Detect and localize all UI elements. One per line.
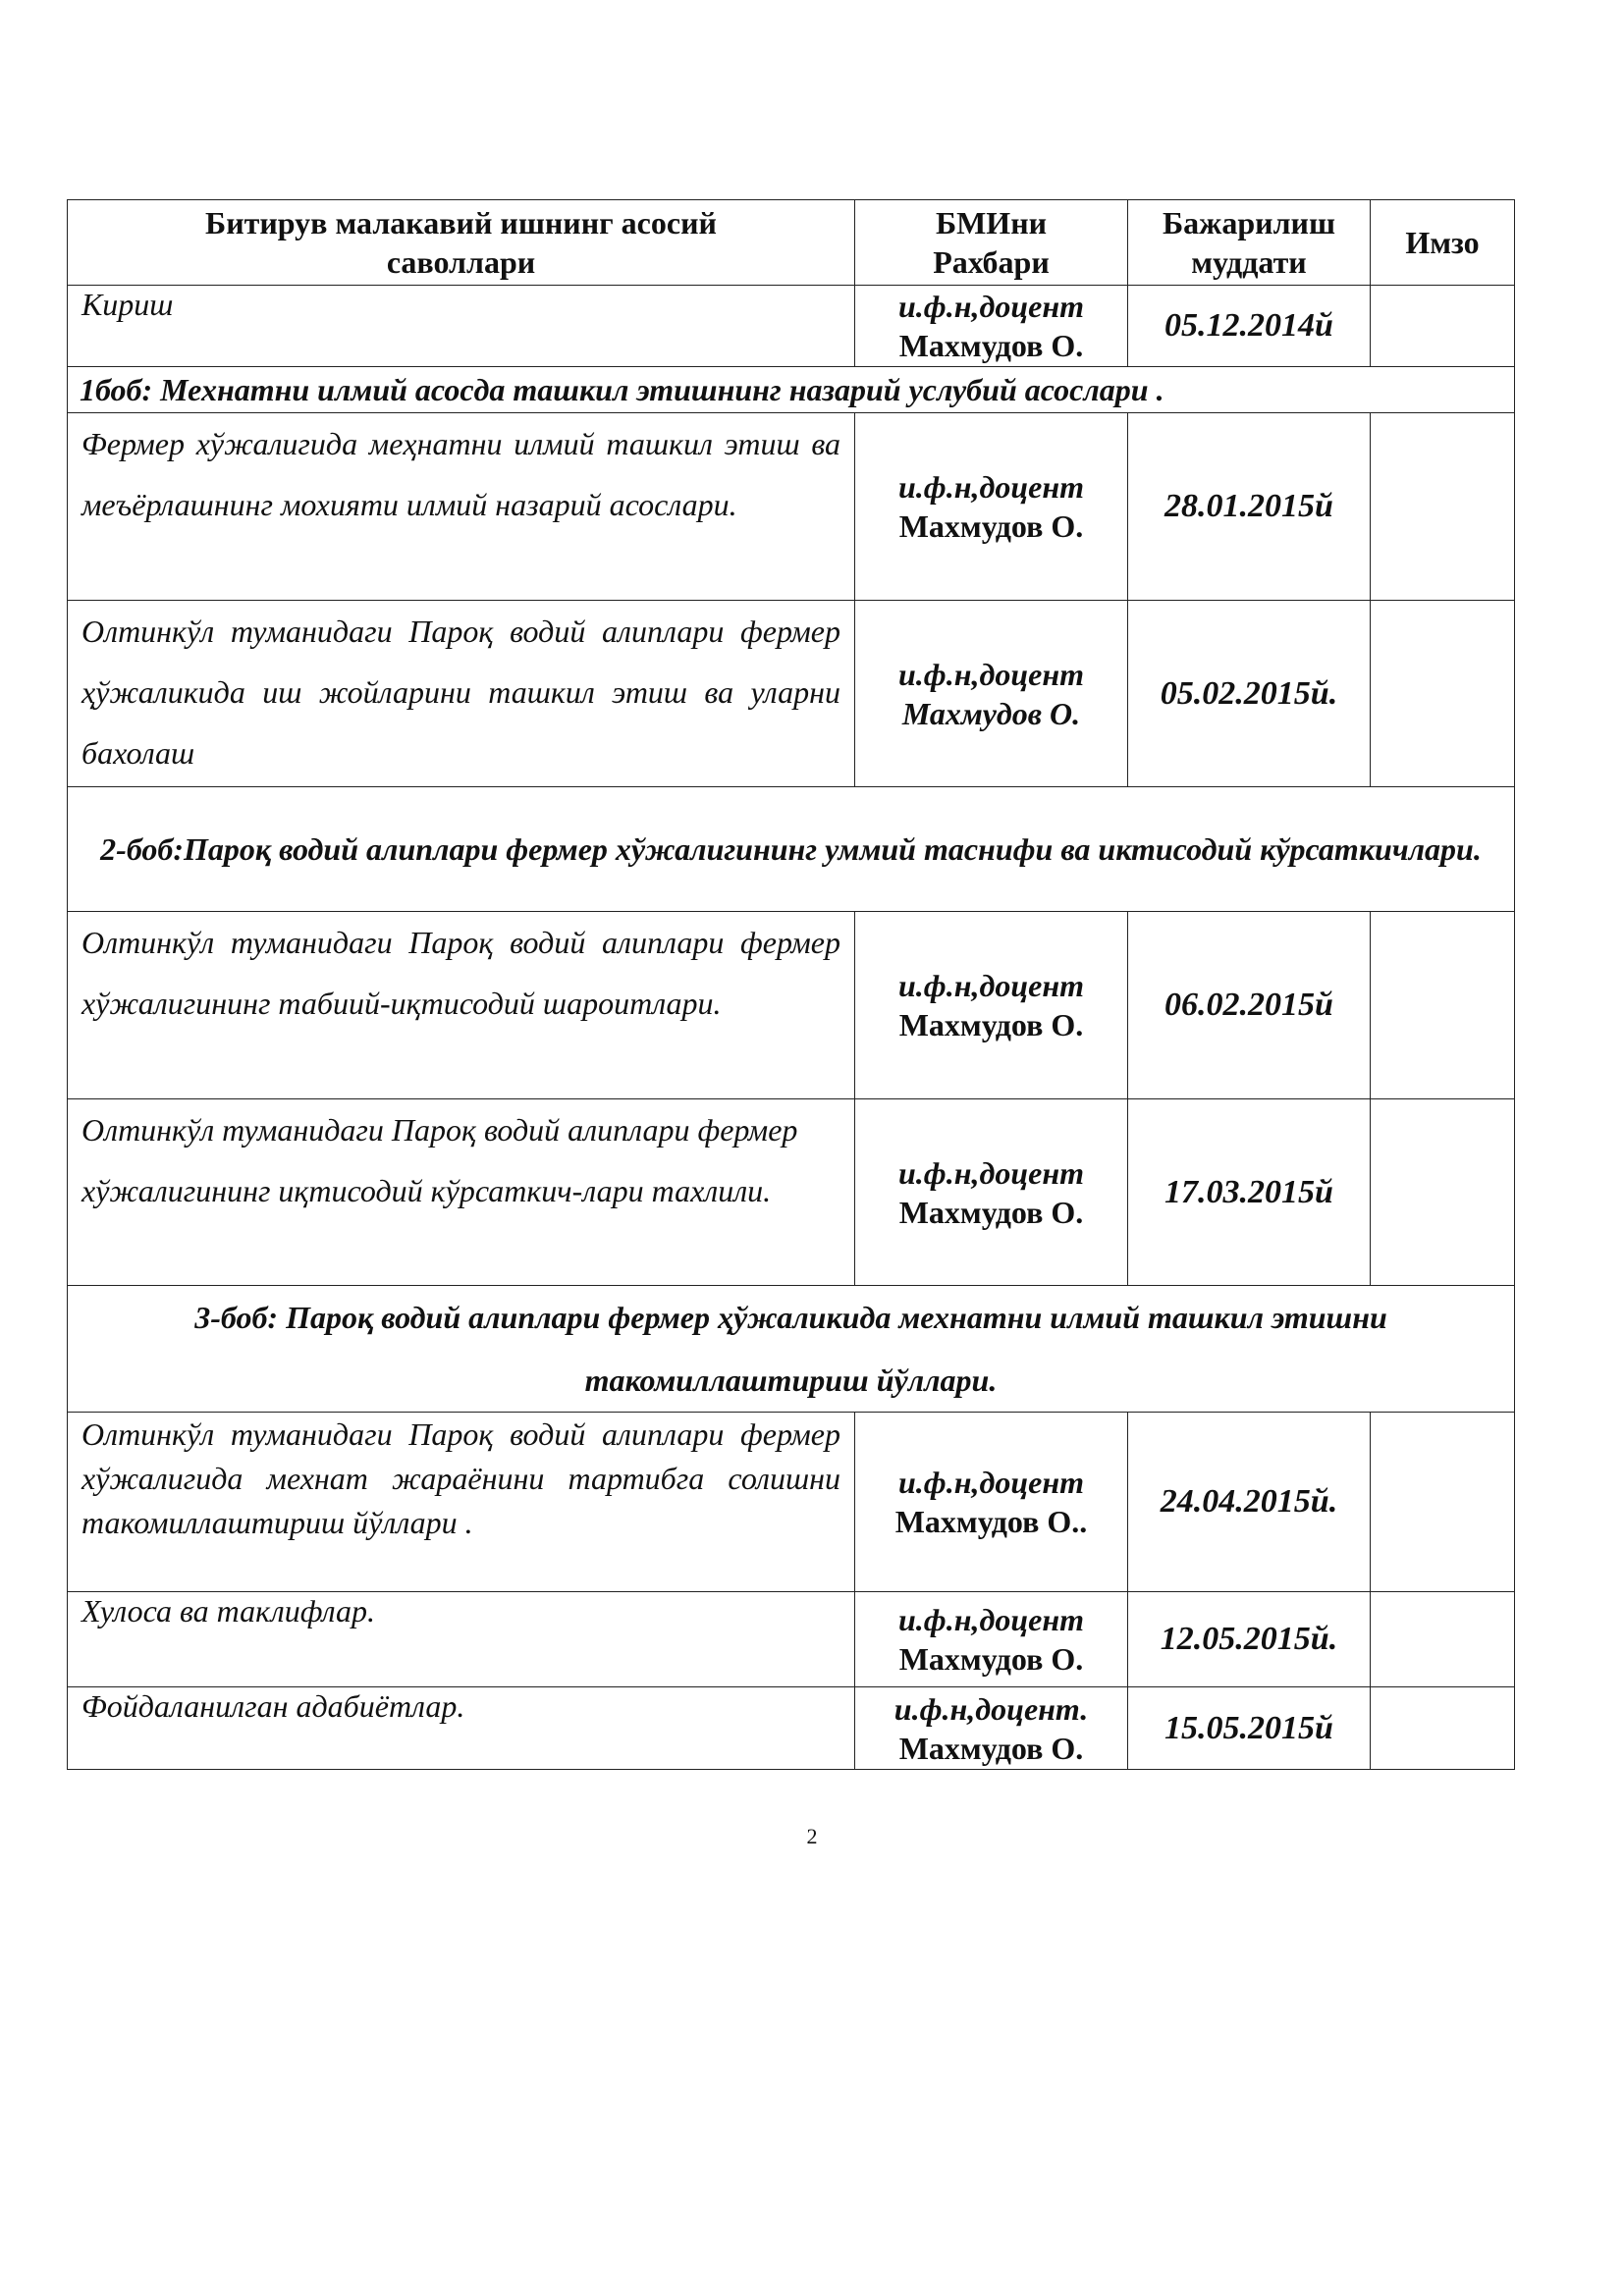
- supervisor-cell: [855, 912, 1128, 1099]
- page-number: 2: [806, 1824, 818, 1848]
- signature-cell: [1371, 413, 1515, 601]
- supervisor-name: Махмудов О.: [898, 1730, 1084, 1766]
- deadline-cell: 05.12.2014й: [1128, 286, 1371, 367]
- topic-cell: Фермер хўжалигида меҳнатни илмий ташкил этиш ва меъёрлашнинг мохияти илмий назарий асослари.: [68, 413, 855, 601]
- deadline-cell: 12.05.2015й.: [1128, 1592, 1371, 1687]
- deadline-cell: 17.03.2015й: [1128, 1099, 1371, 1286]
- chapter-title: 3-боб: Пароқ водий алиплари фермер ҳўжаликида мехнатни илмий ташкил этишни такомиллаштириш йўллари.: [68, 1286, 1515, 1413]
- table-row: [68, 1592, 1515, 1687]
- table-row: [68, 601, 1515, 787]
- deadline-cell: 06.02.2015й: [1128, 912, 1371, 1099]
- supervisor-cell: [855, 601, 1128, 787]
- header-supervisor: БМИни Рахбари: [855, 200, 1128, 286]
- supervisor-cell: [855, 286, 1128, 367]
- chapter-title: 2-боб:Пароқ водий алиплари фермер хўжалигининг уммий таснифи ва иктисодий кўрсаткичлари.: [68, 787, 1515, 912]
- topic-cell: Олтинкўл туманидаги Пароқ водий алиплари фермер хўжалигида мехнат жараёнини тартибга солишни такомиллаштириш йўллари .: [68, 1413, 855, 1592]
- header-row: [68, 200, 1515, 286]
- topic-cell: Олтинкўл туманидаги Пароқ водий алиплари фермер хўжалигининг иқтисодий кўрсаткич-лари тахлили.: [68, 1099, 855, 1286]
- table-row: [68, 286, 1515, 367]
- table-row: [68, 912, 1515, 1099]
- signature-cell: [1371, 1099, 1515, 1286]
- chapter-row: [68, 1286, 1515, 1413]
- table-row: [68, 1687, 1515, 1770]
- signature-cell: [1371, 601, 1515, 787]
- supervisor-title: и.ф.н,доцент: [898, 1602, 1084, 1637]
- supervisor-name: Махмудов О.: [898, 328, 1084, 363]
- chapter-row: [68, 787, 1515, 912]
- supervisor-name: Махмудов О.: [898, 1007, 1084, 1042]
- deadline-cell: 15.05.2015й: [1128, 1687, 1371, 1770]
- table-row: [68, 413, 1515, 601]
- deadline-cell: 28.01.2015й: [1128, 413, 1371, 601]
- signature-cell: [1371, 912, 1515, 1099]
- supervisor-name: Махмудов О.: [901, 695, 1081, 731]
- supervisor-title: и.ф.н,доцент: [898, 289, 1084, 324]
- supervisor-cell: [855, 413, 1128, 601]
- supervisor-cell: [855, 1413, 1128, 1592]
- chapter-row: [68, 367, 1515, 413]
- signature-cell: [1371, 1687, 1515, 1770]
- signature-cell: [1371, 1592, 1515, 1687]
- supervisor-name: Махмудов О..: [894, 1504, 1088, 1539]
- topic-cell: Фойдаланилган адабиётлар.: [68, 1687, 855, 1770]
- deadline-cell: 24.04.2015й.: [1128, 1413, 1371, 1592]
- supervisor-title: и.ф.н,доцент: [898, 1154, 1084, 1191]
- supervisor-name: Махмудов О.: [898, 1641, 1084, 1677]
- thesis-plan-table: [67, 199, 1515, 1770]
- signature-cell: [1371, 286, 1515, 367]
- header-questions: Битирув малакавий ишнинг асосий саволлари: [68, 200, 855, 286]
- supervisor-cell: [855, 1099, 1128, 1286]
- topic-cell: Олтинкўл туманидаги Пароқ водий алиплари фермер хўжалигининг табиий-иқтисодий шароитлари.: [68, 912, 855, 1099]
- supervisor-name: Махмудов О.: [898, 1194, 1084, 1230]
- supervisor-cell: [855, 1592, 1128, 1687]
- header-deadline: Бажарилиш муддати: [1128, 200, 1371, 286]
- topic-cell: Кириш: [68, 286, 855, 367]
- supervisor-title: и.ф.н,доцент: [898, 656, 1084, 692]
- supervisor-title: и.ф.н,доцент.: [893, 1690, 1089, 1727]
- header-signature: Имзо: [1371, 200, 1515, 286]
- supervisor-title: и.ф.н,доцент: [898, 968, 1084, 1003]
- supervisor-name: Махмудов О.: [898, 508, 1084, 544]
- table-row: [68, 1413, 1515, 1592]
- topic-cell: Олтинкўл туманидаги Пароқ водий алиплари фермер ҳўжаликида иш жойларини ташкил этиш ва уларни бахолаш: [68, 601, 855, 787]
- table-row: [68, 1099, 1515, 1286]
- signature-cell: [1371, 1413, 1515, 1592]
- deadline-cell: 05.02.2015й.: [1128, 601, 1371, 787]
- supervisor-cell: [855, 1687, 1128, 1770]
- chapter-title: 1боб: Мехнатни илмий асосда ташкил этишнинг назарий услубий асослари .: [68, 367, 1515, 413]
- topic-cell: Хулоса ва таклифлар.: [68, 1592, 855, 1687]
- supervisor-title: и.ф.н,доцент: [898, 1465, 1084, 1500]
- supervisor-title: и.ф.н,доцент: [898, 469, 1084, 505]
